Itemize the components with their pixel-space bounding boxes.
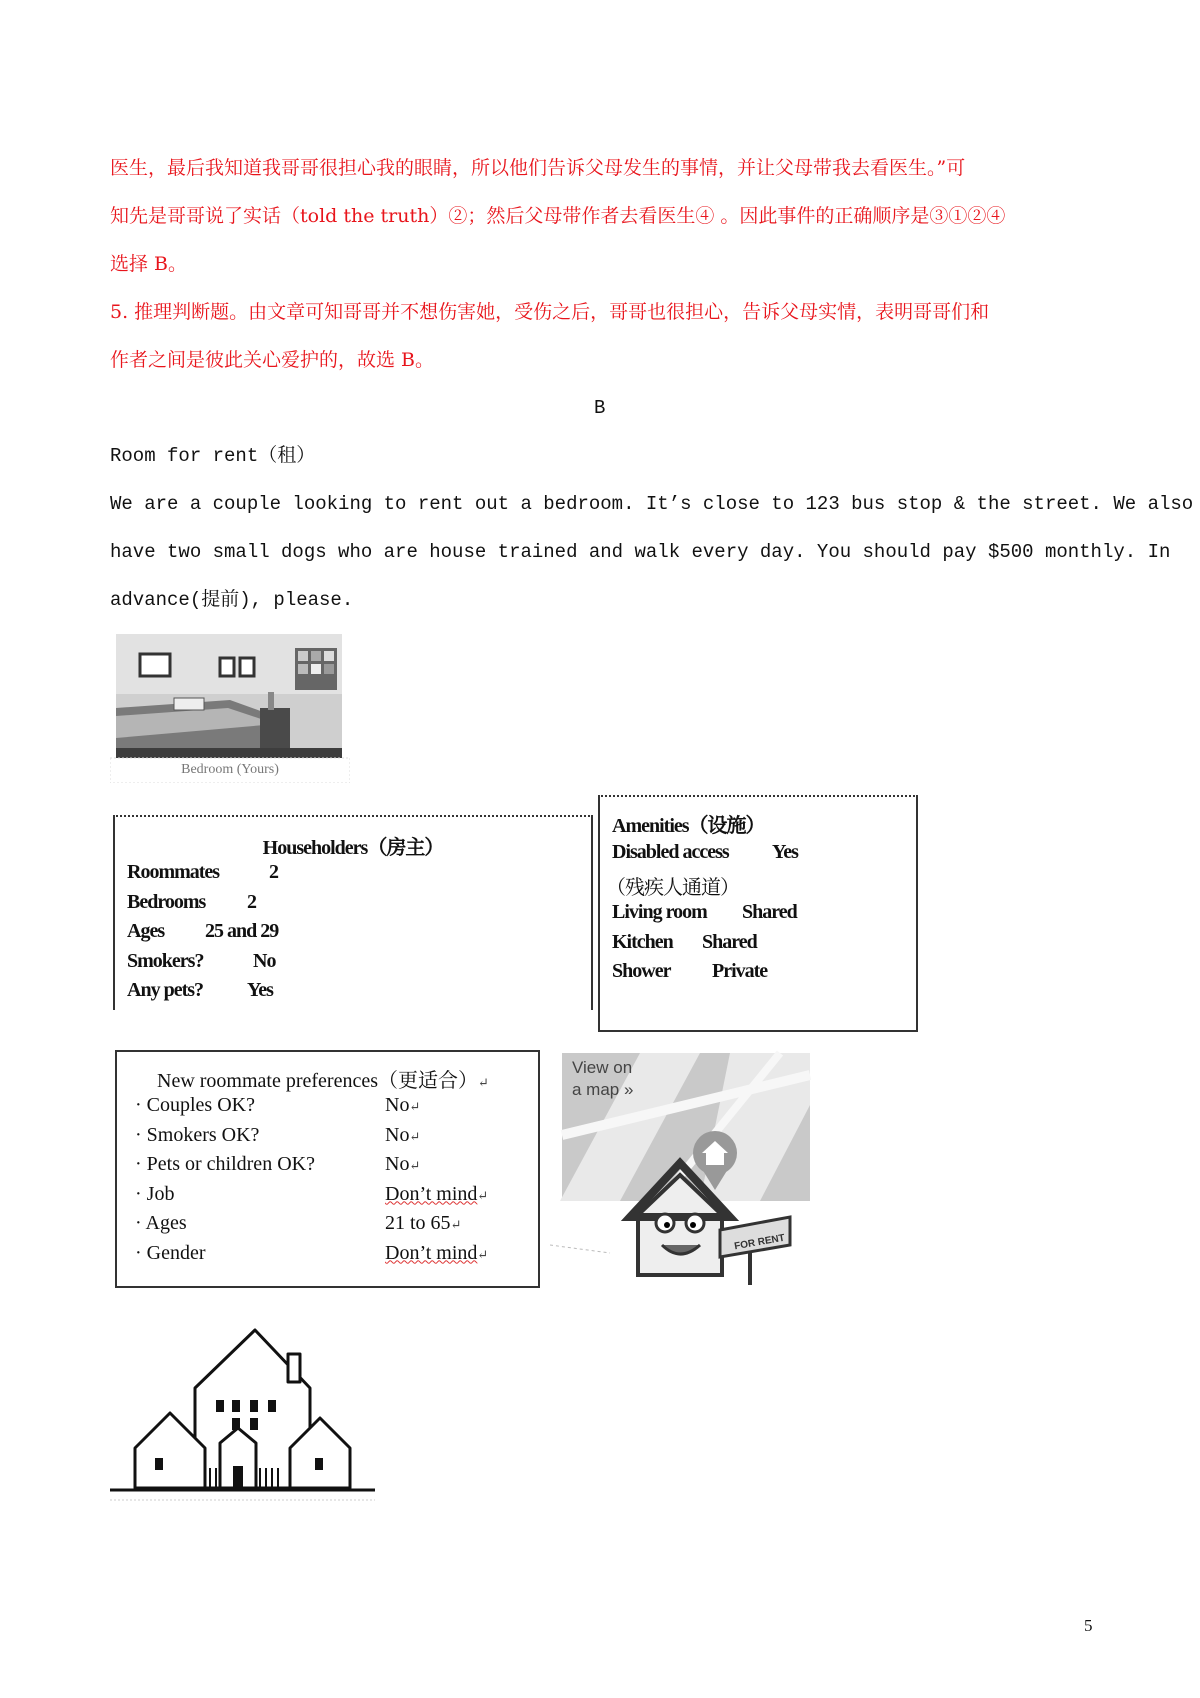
return-mark: ↵	[409, 1128, 421, 1144]
explanation-line-2: 知先是哥哥说了实话（told the truth）②；然后父母带作者去看医生④ 。因此事件的正确顺序是③①②④	[110, 205, 1006, 227]
preference-row-value-text: No	[385, 1153, 410, 1175]
preference-row-value	[385, 1183, 488, 1206]
map-image	[550, 1045, 815, 1295]
preference-row-value-text: 21 to 65	[385, 1212, 451, 1234]
preference-row-value	[385, 1212, 461, 1235]
householder-row-label: Bedrooms	[127, 890, 206, 913]
explanation-line-4: 5. 推理判断题。由文章可知哥哥并不想伤害她，受伤之后，哥哥也很担心，告诉父母实情，表明哥哥们和	[110, 301, 990, 323]
householder-row-label: Roommates	[127, 861, 220, 883]
return-mark: ↵	[409, 1158, 421, 1173]
preferences-box	[115, 1050, 540, 1288]
bedroom-caption: Bedroom (Yours)	[181, 762, 279, 777]
amenities-disabled-value: Yes	[772, 841, 798, 863]
for-rent-sign: FOR RENT	[733, 1232, 786, 1253]
explanation-line-5: 作者之间是彼此关心爱护的，故选 B。	[110, 349, 435, 371]
ad-line-1: We are a couple looking to rent out a bedroom. It’s close to 123 bus stop & the street. We also	[110, 493, 1194, 515]
preference-row-label: · Ages	[135, 1212, 187, 1234]
bedroom-illustration	[110, 628, 350, 783]
preference-row-value	[385, 1124, 420, 1147]
return-mark: ↵	[478, 1075, 489, 1090]
return-mark: ↵	[409, 1099, 421, 1114]
ad-line-3: advance(提前), please.	[110, 589, 354, 611]
house-illustration	[110, 1318, 380, 1503]
preference-row-value	[385, 1153, 420, 1176]
ad-title: Room for rent（租）	[110, 445, 316, 467]
preference-row-label: · Couples OK?	[135, 1094, 255, 1116]
preference-row-label: · Gender	[135, 1241, 206, 1264]
householder-row-value: 2	[269, 861, 278, 883]
map-label-2: a map	[572, 1080, 620, 1099]
explanation-line-3: 选择 B。	[110, 253, 188, 275]
amenity-row-label: Living room	[612, 901, 707, 923]
amenities-box	[598, 795, 918, 1032]
preference-row-label: · Smokers OK?	[135, 1123, 260, 1146]
preference-row-value-text: No	[385, 1123, 410, 1146]
return-mark: ↵	[450, 1217, 462, 1232]
householder-row-value: 2	[247, 890, 256, 913]
preference-row-value-text: Don’t mind	[385, 1182, 478, 1205]
amenity-row-value: Private	[712, 960, 768, 982]
amenity-row-label: Shower	[612, 960, 671, 982]
amenities-disabled-label: Disabled access	[612, 841, 729, 863]
householder-row-label: Any pets?	[127, 979, 204, 1001]
bedroom-image	[110, 628, 350, 783]
map-label-1: View on	[572, 1058, 633, 1077]
householder-row-value: 25 and 29	[205, 920, 279, 942]
ad-line-2: have two small dogs who are house trained and walk every day. You should pay $500 monthly. In	[110, 541, 1171, 563]
return-mark: ↵	[477, 1187, 489, 1203]
amenities-title: Amenities（设施）	[612, 815, 765, 837]
amenities-disabled-note: （残疾人通道）	[606, 877, 739, 899]
explanation-line-1: 医生，最后我知道我哥哥很担心我的眼睛，所以他们告诉父母发生的事情，并让父母带我去看医生。”可	[110, 157, 966, 179]
preference-row-label: · Pets or children OK?	[135, 1153, 315, 1175]
preference-row-value	[385, 1094, 420, 1117]
preference-row-value	[385, 1242, 488, 1265]
page-number: 5	[1084, 1616, 1093, 1635]
householder-row-label: Smokers?	[127, 949, 204, 972]
amenity-row-label: Kitchen	[612, 930, 673, 953]
return-mark: ↵	[477, 1246, 489, 1262]
preference-row-value-text: No	[385, 1094, 410, 1116]
householder-row-value: Yes	[247, 979, 273, 1001]
amenity-row-value: Shared	[742, 901, 797, 923]
house-image	[110, 1318, 380, 1503]
householder-row-label: Ages	[127, 920, 165, 942]
amenity-row-value: Shared	[702, 930, 757, 953]
householder-row-value: No	[253, 949, 276, 972]
householders-title: Householders（房主）	[262, 837, 444, 859]
map-arrow-icon: »	[623, 1080, 634, 1099]
section-label: B	[594, 397, 606, 419]
preferences-title: New roommate preferences（更适合）	[157, 1070, 478, 1092]
householders-box	[113, 815, 593, 1010]
preference-row-value-text: Don’t mind	[385, 1241, 478, 1264]
preference-row-label: · Job	[135, 1182, 175, 1205]
